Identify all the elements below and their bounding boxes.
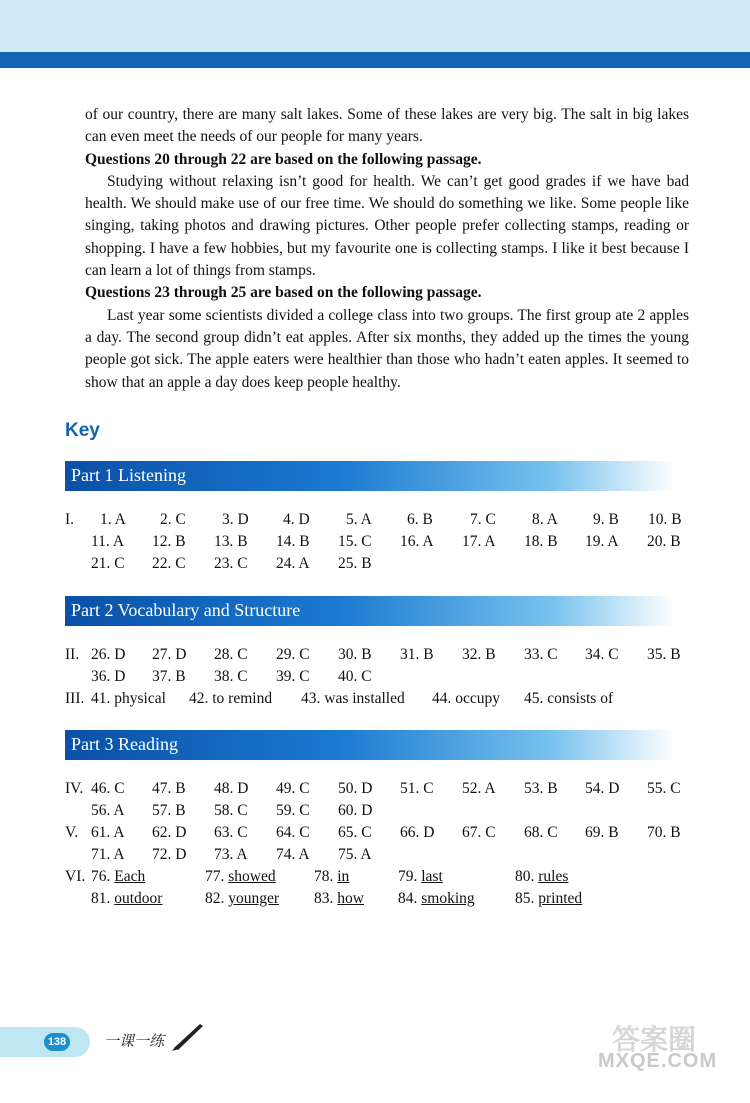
passage-end	[85, 104, 689, 394]
answer: 8. A	[532, 511, 558, 528]
answer: 54. D	[585, 780, 620, 797]
answer-word: last	[421, 868, 443, 885]
answer: 37. B	[152, 668, 186, 685]
answer-num: 79.	[398, 868, 418, 885]
answer-row-2	[65, 533, 695, 555]
answer-word: smoking	[421, 890, 475, 907]
answer: 43. was installed	[301, 690, 405, 707]
answer: 61. A	[91, 824, 125, 841]
answer: 25. B	[338, 555, 372, 572]
answer	[515, 890, 582, 908]
answer: 63. C	[214, 824, 248, 841]
answer: 49. C	[276, 780, 310, 797]
answer: 56. A	[91, 802, 125, 819]
answer-row-10	[65, 846, 695, 868]
answer-word: younger	[228, 890, 280, 907]
answer: 59. C	[276, 802, 310, 819]
answer	[314, 868, 349, 886]
answer: 23. C	[214, 555, 248, 572]
answer: 64. C	[276, 824, 310, 841]
q23-passage: Last year some scientists divided a college class into two groups. The first group ate 2 apples a day. The second group didn’t eat apples. After six months, they added up the times the young people got sick. The apple eaters were healthier than those who hadn’t eaten apples. It seemed to show that an apple a day does keep people healthy.	[85, 306, 689, 391]
part3-bar	[65, 730, 675, 760]
answer: 15. C	[338, 533, 372, 550]
answer: 14. B	[276, 533, 310, 550]
section-label: IV.	[65, 780, 84, 797]
answer: 60. D	[338, 802, 373, 819]
section-label: II.	[65, 646, 80, 663]
answer-word: Each	[114, 868, 146, 885]
q20-passage: Studying without relaxing isn’t good for health. We can’t get good grades if we have bad health. We should make use of our free time. We should do something we like. Some people like singing, taking photos and drawing pictures. Other people prefer collecting stamps, reading or shopping. I have a few hobbies, but my favourite one is collecting stamps. I like it best because I can learn a lot of things from stamps.	[85, 172, 689, 280]
answer-word: in	[337, 868, 350, 885]
answer-num: 76.	[91, 868, 111, 885]
answer: 12. B	[152, 533, 186, 550]
answer-num: 77.	[205, 868, 225, 885]
answer: 38. C	[214, 668, 248, 685]
answer-word: outdoor	[114, 890, 163, 907]
answer: 48. D	[214, 780, 249, 797]
answer: 2. C	[160, 511, 186, 528]
section-label: V.	[65, 824, 79, 841]
answer: 35. B	[647, 646, 681, 663]
answer: 44. occupy	[432, 690, 501, 707]
answer: 20. B	[647, 533, 681, 550]
answer: 72. D	[152, 846, 187, 863]
answer: 71. A	[91, 846, 125, 863]
answer: 33. C	[524, 646, 558, 663]
answer-num: 84.	[398, 890, 418, 907]
answer-word: printed	[538, 890, 583, 907]
answer: 1. A	[100, 511, 126, 528]
answer: 22. C	[152, 555, 186, 572]
header-stripe	[0, 52, 750, 68]
answer-row-8	[65, 802, 695, 824]
section-label: I.	[65, 511, 75, 528]
answer: 31. B	[400, 646, 434, 663]
answer: 75. A	[338, 846, 372, 863]
key-heading: Key	[65, 420, 100, 441]
answer: 53. B	[524, 780, 558, 797]
answer: 10. B	[648, 511, 682, 528]
answer: 34. C	[585, 646, 619, 663]
answer-num: 78.	[314, 868, 334, 885]
answer	[205, 868, 276, 886]
part1-title: Part 1 Listening	[71, 465, 186, 485]
answer-num: 85.	[515, 890, 535, 907]
answer: 47. B	[152, 780, 186, 797]
answer: 58. C	[214, 802, 248, 819]
answer: 39. C	[276, 668, 310, 685]
answer	[314, 890, 364, 908]
answer-row-1	[65, 511, 695, 533]
answer-row-9	[65, 824, 695, 846]
answer: 55. C	[647, 780, 681, 797]
answer: 69. B	[585, 824, 619, 841]
part2-bar	[65, 596, 675, 626]
answer-num: 80.	[515, 868, 535, 885]
answer: 51. C	[400, 780, 434, 797]
answer	[398, 868, 443, 886]
answer: 66. D	[400, 824, 435, 841]
answer: 41. physical	[91, 690, 166, 707]
answer: 21. C	[91, 555, 125, 572]
q23-heading: Questions 23 through 25 are based on the following passage.	[85, 284, 482, 302]
answer: 3. D	[222, 511, 249, 528]
section-label: VI.	[65, 868, 86, 885]
answer-row-7	[65, 780, 695, 802]
answer: 36. D	[91, 668, 126, 685]
watermark-logo: 答案圈	[612, 1024, 697, 1055]
part2-title: Part 2 Vocabulary and Structure	[71, 600, 301, 620]
answer: 29. C	[276, 646, 310, 663]
answer: 18. B	[524, 533, 558, 550]
answer-row-12	[65, 890, 695, 912]
answer: 65. C	[338, 824, 372, 841]
answer: 73. A	[214, 846, 248, 863]
answer: 5. A	[346, 511, 372, 528]
answer: 11. A	[91, 533, 125, 550]
page-number: 138	[44, 1033, 70, 1051]
answer: 32. B	[462, 646, 496, 663]
answer: 46. C	[91, 780, 125, 797]
answer: 40. C	[338, 668, 372, 685]
answer: 68. C	[524, 824, 558, 841]
q20-heading: Questions 20 through 22 are based on the following passage.	[85, 150, 482, 168]
answer	[398, 890, 475, 908]
part3-title: Part 3 Reading	[71, 734, 178, 754]
footer-logo: 一课一练	[104, 1034, 165, 1050]
answer-word: how	[337, 890, 364, 907]
answer-row-4	[65, 646, 695, 668]
answer: 28. C	[214, 646, 248, 663]
answer	[91, 890, 162, 908]
answer-row-6	[65, 690, 695, 712]
answer: 62. D	[152, 824, 187, 841]
answer	[205, 890, 279, 908]
answer: 24. A	[276, 555, 310, 572]
answer: 26. D	[91, 646, 126, 663]
answer: 9. B	[593, 511, 619, 528]
answer-row-3	[65, 555, 695, 577]
part1-bar	[65, 461, 675, 491]
answer: 50. D	[338, 780, 373, 797]
answer-num: 83.	[314, 890, 334, 907]
answer: 6. B	[407, 511, 433, 528]
answer: 13. B	[214, 533, 248, 550]
passage-end-text: of our country, there are many salt lakes. Some of these lakes are very big. The salt in big lakes can even meet the needs of our people for many years.	[85, 106, 689, 146]
answer: 4. D	[283, 511, 310, 528]
answer-word: showed	[228, 868, 276, 885]
section-label: III.	[65, 690, 85, 707]
watermark-url: MXQE.COM	[598, 1050, 718, 1072]
answer: 7. C	[470, 511, 496, 528]
answer-num: 82.	[205, 890, 225, 907]
answer: 27. D	[152, 646, 187, 663]
header-band	[0, 0, 750, 52]
answer-row-5	[65, 668, 695, 690]
answer-num: 81.	[91, 890, 111, 907]
pen-icon	[170, 1020, 206, 1052]
answer: 45. consists of	[524, 690, 614, 707]
answer: 57. B	[152, 802, 186, 819]
answer: 17. A	[462, 533, 496, 550]
answer-word: rules	[538, 868, 569, 885]
answer	[91, 868, 145, 886]
answer: 42. to remind	[189, 690, 273, 707]
answer: 16. A	[400, 533, 434, 550]
answer: 74. A	[276, 846, 310, 863]
answer: 52. A	[462, 780, 496, 797]
answer: 67. C	[462, 824, 496, 841]
answer: 70. B	[647, 824, 681, 841]
answer: 30. B	[338, 646, 372, 663]
answer: 19. A	[585, 533, 619, 550]
answer-row-11	[65, 868, 695, 890]
answer	[515, 868, 568, 886]
